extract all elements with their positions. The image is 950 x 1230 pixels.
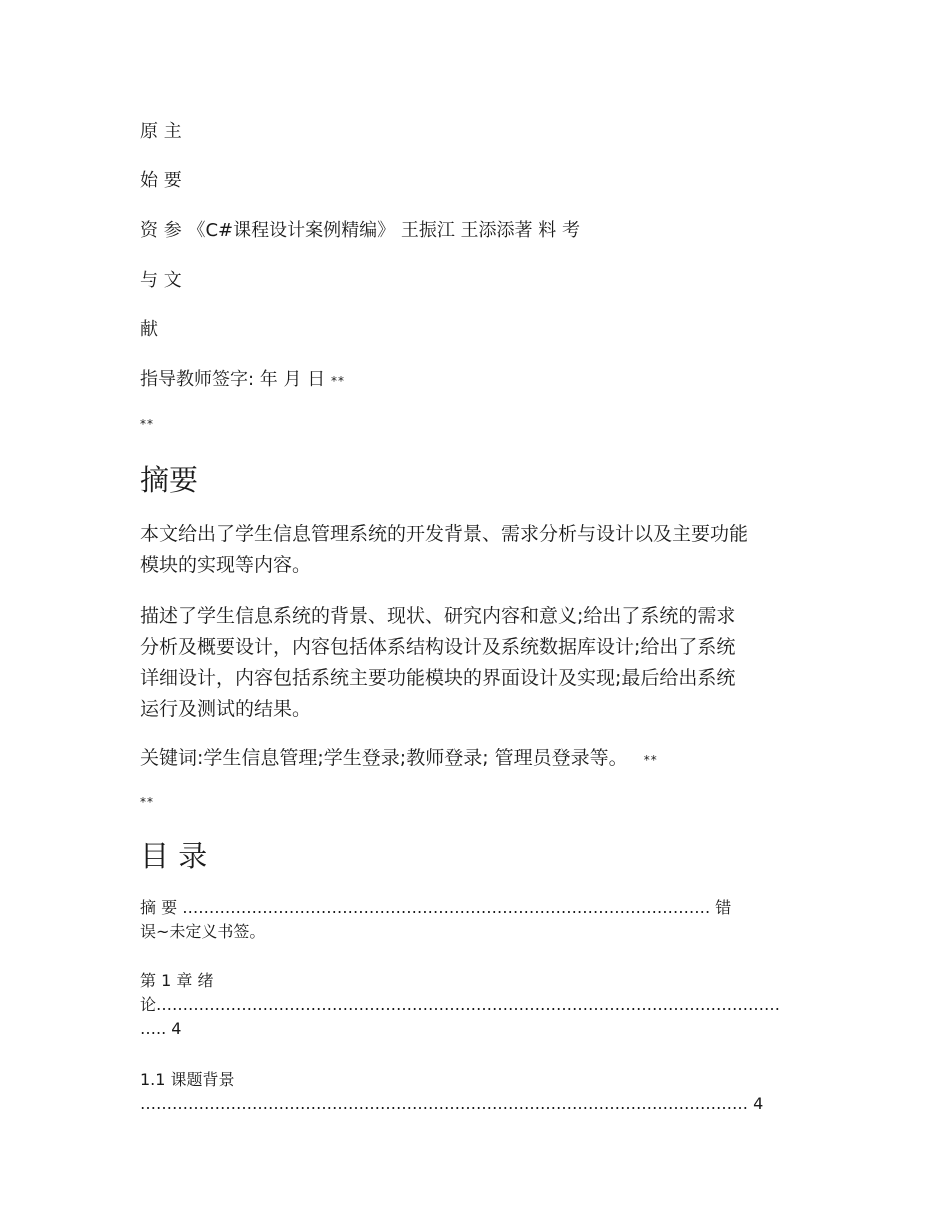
advisor-signature-row: [140, 368, 345, 392]
form-row-literature: 献: [140, 319, 158, 340]
toc-entry-label: 1.1 课题背景: [140, 1070, 235, 1089]
toc-entry-label: 摘 要: [140, 898, 178, 917]
toc-entry-chapter-1[interactable]: [140, 969, 810, 1041]
text-line: 运行及测试的结果。: [140, 698, 312, 720]
form-row-references: 资 参 《C#课程设计案例精编》 王振江 王添添著 料 考: [140, 220, 580, 241]
form-row-and-text: 与 文: [140, 270, 182, 291]
toc-entry-page: 错: [715, 898, 732, 917]
toc-entry-line: 误~未定义书签。: [140, 922, 266, 941]
toc-leader-dots: 论………………………………………………………………………………………………………: [140, 995, 780, 1014]
asterisk-mark: **: [140, 417, 154, 431]
toc-leader-dots: ……………………………………………………………………………………………………: [140, 1094, 748, 1113]
form-row-original: 原 主: [140, 121, 182, 142]
toc-entry-page: 4: [753, 1094, 764, 1113]
abstract-paragraph-1: [140, 519, 812, 581]
asterisk-mark: **: [140, 795, 154, 809]
text-line: 模块的实现等内容。: [140, 554, 312, 576]
text-line: 描述了学生信息系统的背景、现状、研究内容和意义;给出了系统的需求: [140, 605, 736, 627]
text-line: 分析及概要设计，内容包括体系结构设计及系统数据库设计;给出了系统: [140, 636, 736, 658]
abstract-heading: 摘要: [140, 463, 199, 497]
toc-entry-section-1-1[interactable]: [140, 1068, 810, 1116]
toc-entry-line: [140, 896, 810, 920]
toc-leader-dots: ………………………………………………………………………………………: [182, 898, 711, 917]
asterisk-mark: **: [330, 374, 345, 388]
asterisk-mark: **: [643, 753, 658, 767]
toc-entry-page: ….. 4: [140, 1019, 182, 1038]
abstract-paragraph-2: [140, 601, 812, 725]
advisor-signature-label: 指导教师签字: 年 月 日: [140, 369, 326, 390]
text-line: 本文给出了学生信息管理系统的开发背景、需求分析与设计以及主要功能: [140, 523, 749, 545]
toc-entry-label: 第 1 章 绪: [140, 971, 214, 990]
keywords-text: 关键词:学生信息管理;学生登录;教师登录; 管理员登录等。: [140, 747, 628, 769]
toc-entry-abstract[interactable]: [140, 896, 810, 944]
toc-heading: 目 录: [140, 839, 208, 873]
text-line: 详细设计，内容包括系统主要功能模块的界面设计及实现;最后给出系统: [140, 667, 736, 689]
keywords-line: [140, 743, 812, 774]
form-row-materials: 始 要: [140, 170, 182, 191]
toc-entry-line: [140, 1092, 810, 1116]
